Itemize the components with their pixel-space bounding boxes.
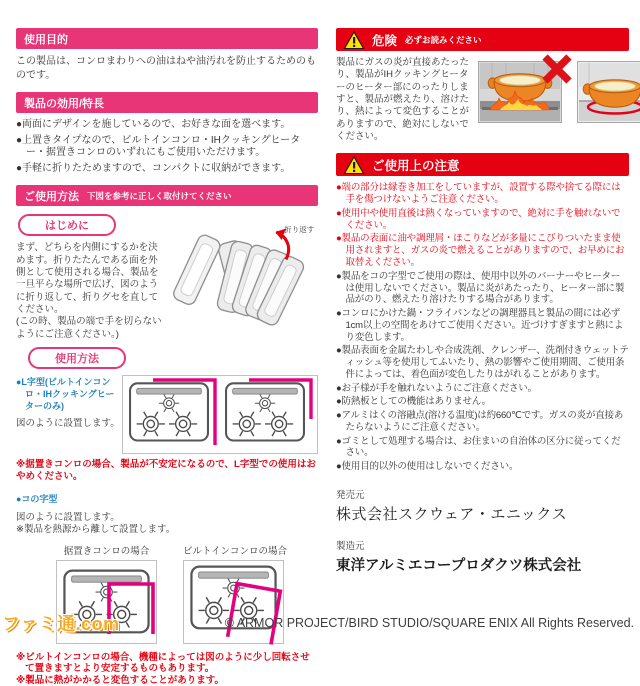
intro-body: まず、どちらを内側にするかを決めます。折りたたんである面を外側として使用される場合、製品を一旦平らな場所で広げ、図のように折り返して、折りグセを直してください。 bbox=[16, 242, 166, 316]
l-type-text bbox=[16, 375, 122, 430]
caution-item: ●製品表面を金属たわしや合成洗剤、クレンザー、洗剤付きウェットティッシュ等を使用してふいたり、熱の影響やご使用期間、ご使用条件によっては、着色面が変色したりはがれることがあります。 bbox=[336, 345, 629, 380]
caution-item: ●アルミはくの溶融点(溶ける温度)は約660℃です。ガスの炎が直接あたらないようにご注意ください。 bbox=[336, 410, 629, 434]
intro-text bbox=[16, 214, 166, 341]
feature-item: ●手軽に折りたためますので、コンパクトに収納ができます。 bbox=[16, 163, 318, 176]
feature-item: ●両面にデザインを施しているので、お好きな面を選べます。 bbox=[16, 119, 318, 132]
cautions-header bbox=[336, 153, 629, 176]
howto-title: ご使用方法 bbox=[24, 188, 79, 204]
caution-item: ●ゴミとして処理する場合は、お住まいの自治体の区分に従ってください。 bbox=[336, 436, 629, 460]
caution-item: ●お子様が手を触れないようにご注意ください。 bbox=[336, 383, 629, 395]
intro-row bbox=[16, 214, 318, 341]
ih-heater-illustration bbox=[577, 61, 640, 123]
tent-front-panel bbox=[171, 233, 222, 307]
warning-triangle-icon bbox=[344, 31, 364, 49]
danger-subtitle: 必ずお読みください bbox=[405, 34, 482, 46]
u-type-body: 図のように設置します。 bbox=[16, 512, 318, 524]
l-type-body: 図のように設置します。 bbox=[16, 418, 122, 430]
caution-item: ●端の部分は縁巻き加工をしていますが、設置する際や捨てる際には手を傷つけないようご注意ください。 bbox=[336, 182, 629, 206]
publisher-name: 株式会社スクウェア・エニックス bbox=[336, 503, 629, 524]
purpose-body: この製品は、コンロまわりへの油はねや油汚れを防止するためのものです。 bbox=[16, 55, 318, 82]
danger-title: 危険 bbox=[372, 31, 397, 49]
howto-subtitle: 下図を参考に正しく取付けてください bbox=[87, 190, 232, 202]
publisher-block bbox=[336, 487, 629, 524]
usage-pill: 使用方法 bbox=[28, 347, 126, 369]
fold-arrow-label: 折り返す bbox=[284, 224, 314, 234]
caution-item: ●製品をコの字型でご使用の際は、使用中以外のバーナーやヒーターは使用しないでください。製品に炎があたったり、ヒーター部に製品がのり、燃えたり溶けたりする場合があります。 bbox=[336, 271, 629, 306]
danger-illustrations bbox=[478, 57, 640, 143]
folding-diagram bbox=[166, 214, 318, 341]
publisher-label: 発売元 bbox=[336, 487, 629, 501]
u-type-heading: ●コの字型 bbox=[16, 494, 318, 506]
purpose-title: 使用目的 bbox=[24, 31, 68, 47]
left-column bbox=[16, 28, 318, 686]
danger-header bbox=[336, 28, 629, 51]
l-type-stoves bbox=[125, 377, 315, 447]
cautions-title: ご使用上の注意 bbox=[372, 156, 460, 174]
u-type-note-item: ※ビルトインコンロの場合、機種によっては図のように少し回転させて置きますとより安定するものもあります。 bbox=[16, 652, 318, 675]
howto-header bbox=[16, 185, 318, 206]
ih-stove-scene bbox=[577, 61, 640, 123]
u-stove-2 bbox=[184, 561, 283, 643]
caution-item: ●使用中や使用直後は熱くなっていますので、絶対に手を触れないでください。 bbox=[336, 208, 629, 232]
danger-body: 製品にガスの炎が直接あたったり、製品がIHクッキングヒーターのヒーター部にのったりしますと、製品が燃えたり、溶けたり、熱によって変色することがありますので、絶対にしないでください。 bbox=[336, 57, 470, 143]
intro-pill: はじめに bbox=[18, 214, 116, 236]
manufacturer-name: 東洋アルミエコープロダクツ株式会社 bbox=[336, 554, 629, 575]
l-type-note: ※据置きコンロの場合、製品が不安定になるので、L字型での使用はおやめください。 bbox=[16, 459, 318, 482]
features-list bbox=[16, 119, 318, 175]
danger-row bbox=[336, 57, 629, 143]
right-column bbox=[336, 28, 629, 575]
feature-item: ●上置きタイプなので、ビルトインコンロ・IHクッキングヒーター・据置きコンロのいずれにもご使用いただけます。 bbox=[16, 135, 318, 160]
features-title: 製品の効用/特長 bbox=[24, 95, 104, 111]
folding-panel-illustration bbox=[166, 214, 316, 326]
caution-item: ●コンロにかけた鍋・フライパンなどの調理器具と製品の間には必ず1cm以上の空間をあけてご使用ください。近づけすぎますと熱により変色します。 bbox=[336, 308, 629, 343]
manufacturer-block bbox=[336, 538, 629, 575]
gas-flame-illustration bbox=[478, 61, 562, 123]
manufacturer-label: 製造元 bbox=[336, 538, 629, 552]
u-caption-builtin: ビルトインコンロの場合 bbox=[183, 543, 287, 557]
caution-item: ●使用目的以外の使用はしないでください。 bbox=[336, 461, 629, 473]
famitsu-watermark-logo: ファミ通.com bbox=[2, 610, 120, 636]
cautions-list bbox=[336, 182, 629, 473]
u-diagram-builtin bbox=[183, 560, 284, 644]
prohibited-x-icon bbox=[541, 53, 573, 85]
u-type-notes bbox=[16, 652, 318, 686]
l-type-heading: ●L字型(ビルトインコンロ・IHクッキングヒーターのみ) bbox=[16, 377, 122, 412]
u-type-note: ※製品を熱源から離して設置します。 bbox=[16, 524, 318, 536]
l-type-diagram bbox=[122, 375, 318, 454]
caution-item: ●製品の表面に油や調理屑・ほこりなどが多量にこびりついたまま使用されますと、ガスの炎で燃えることがありますので、お早めにお取替えください。 bbox=[336, 233, 629, 268]
intro-note: (この時、製品の端で手を切らないようにご注意ください。) bbox=[16, 316, 166, 341]
warning-triangle-icon bbox=[344, 156, 364, 174]
copyright-text: © ARMOR PROJECT/BIRD STUDIO/SQUARE ENIX All Rights Reserved. bbox=[225, 616, 634, 630]
u-caption-freestanding: 据置きコンロの場合 bbox=[56, 543, 157, 557]
features-header bbox=[16, 92, 318, 113]
u-type-note-item: ※製品に熱がかかると変色することがあります。 bbox=[16, 675, 318, 686]
caution-item: ●防熱板としての機能はありません。 bbox=[336, 396, 629, 408]
purpose-header bbox=[16, 28, 318, 49]
l-type-row bbox=[16, 375, 318, 454]
